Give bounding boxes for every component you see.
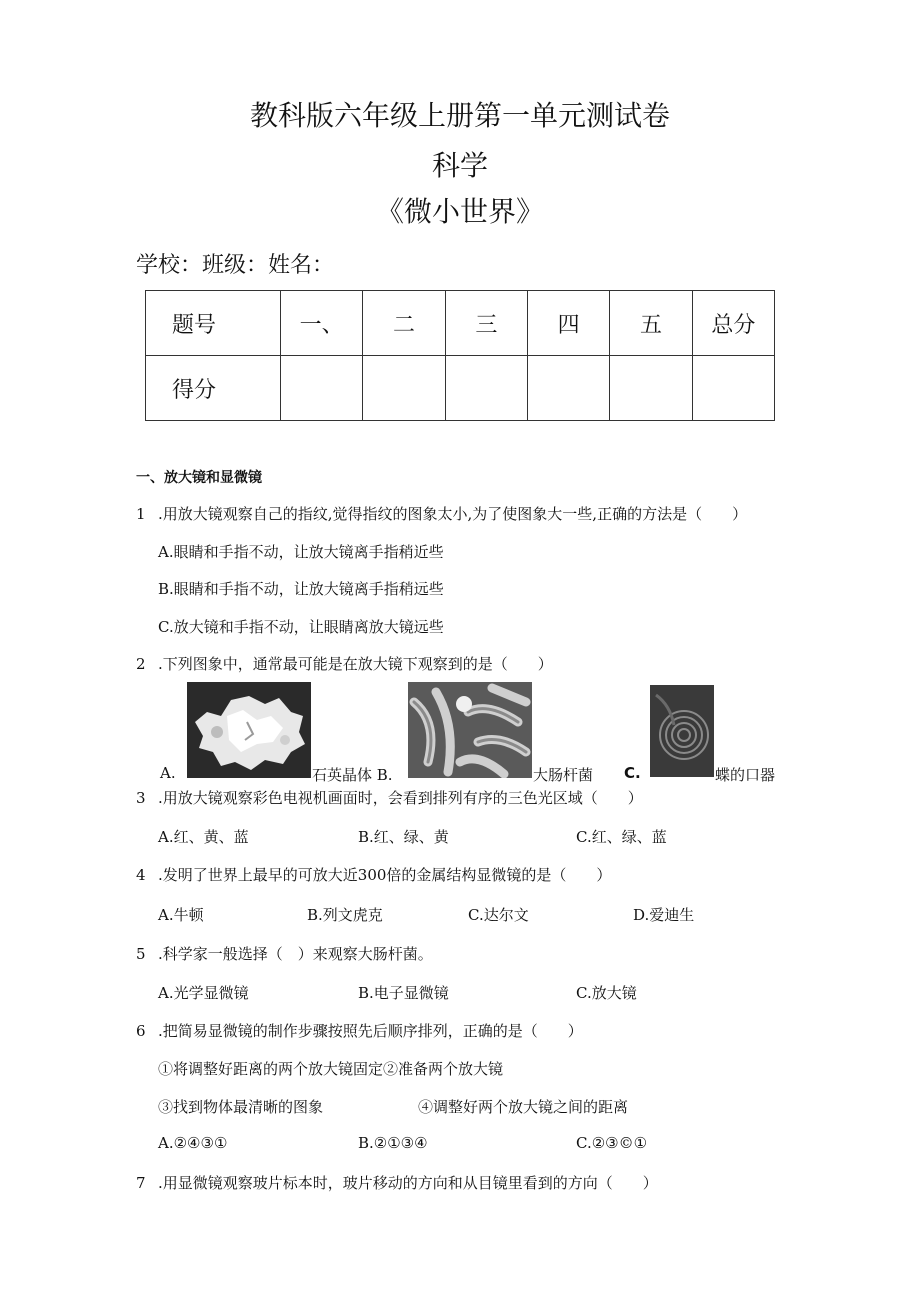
question-2	[136, 653, 553, 674]
question-text: .把简易显微镜的制作步骤按照先后顺序排列，正确的是（ ）	[158, 1022, 583, 1040]
question-text: .发明了世界上最早的可放大近300倍的金属结构显微镜的是（ ）	[158, 866, 612, 884]
q6-step-4: ④调整好两个放大镜之间的距离	[418, 1098, 629, 1116]
question-number: 4	[136, 866, 146, 884]
subject-title: 科学	[431, 149, 488, 182]
q3-option-b: B.红、绿、黄	[358, 828, 449, 846]
question-number: 1	[136, 505, 146, 523]
quartz-crystal-image	[187, 682, 311, 778]
q6-option-c: C.②③©①	[576, 1134, 648, 1152]
score-header-cell: 五	[610, 291, 692, 356]
q4-option-c: C.达尔文	[468, 906, 529, 924]
score-header-cell: 三	[445, 291, 527, 356]
question-number: 3	[136, 789, 146, 807]
score-input-cell[interactable]	[445, 356, 527, 421]
q6-step-3: ③找到物体最清晰的图象	[158, 1098, 324, 1116]
q2-option-c-label: C.	[624, 764, 641, 782]
section-title: 一、放大镜和显微镜	[136, 470, 262, 486]
score-header-cell: 二	[363, 291, 445, 356]
q6-option-a: A.②④③①	[158, 1134, 228, 1152]
score-row-label: 得分	[146, 356, 281, 421]
q2-option-c-caption: 蝶的口器	[715, 766, 776, 784]
paper-title: 教科版六年级上册第一单元测试卷	[249, 99, 670, 132]
question-number: 5	[136, 945, 146, 963]
e-coli-image	[408, 682, 532, 778]
question-number: 7	[136, 1174, 146, 1192]
q5-option-a: A.光学显微镜	[158, 984, 249, 1002]
question-5	[136, 943, 433, 964]
score-input-cell[interactable]	[610, 356, 692, 421]
question-4	[136, 864, 611, 885]
score-input-cell[interactable]	[281, 356, 363, 421]
question-7	[136, 1172, 658, 1193]
question-text: .下列图象中，通常最可能是在放大镜下观察到的是（ ）	[158, 655, 553, 673]
question-number: 6	[136, 1022, 146, 1040]
q3-option-c: C.红、绿、蓝	[576, 828, 667, 846]
q2-option-b-caption: 大肠杆菌	[533, 766, 594, 784]
butterfly-proboscis-image	[650, 685, 714, 777]
q4-option-a: A.牛顿	[158, 906, 204, 924]
q6-step-1-2: ①将调整好距离的两个放大镜固定②准备两个放大镜	[158, 1060, 504, 1078]
q6-option-b: B.②①③④	[358, 1134, 428, 1152]
question-number: 2	[136, 655, 146, 673]
score-header-cell: 四	[527, 291, 609, 356]
score-input-cell[interactable]	[527, 356, 609, 421]
score-table	[145, 290, 775, 421]
score-header-cell: 一、	[281, 291, 363, 356]
q1-option-a: A.眼睛和手指不动，让放大镜离手指稍近些	[158, 543, 444, 561]
q4-option-d: D.爱迪生	[633, 906, 695, 924]
score-table-header-row	[146, 291, 775, 356]
score-input-cell[interactable]	[692, 356, 774, 421]
q4-option-b: B.列文虎克	[307, 906, 383, 924]
question-6	[136, 1020, 583, 1041]
score-header-cell: 题号	[146, 291, 281, 356]
score-header-cell: 总分	[692, 291, 774, 356]
q1-option-b: B.眼睛和手指不动，让放大镜离手指稍远些	[158, 580, 444, 598]
question-1	[136, 503, 747, 524]
student-info-line: 学校：班级：姓名：	[136, 253, 335, 278]
q2-option-a-label: A.	[160, 764, 176, 782]
unit-title: 《微小世界》	[375, 195, 544, 228]
score-input-cell[interactable]	[363, 356, 445, 421]
q5-option-c: C.放大镜	[576, 984, 637, 1002]
question-3	[136, 787, 643, 808]
question-text: .用放大镜观察彩色电视机画面时，会看到排列有序的三色光区域（ ）	[158, 789, 643, 807]
q5-option-b: B.电子显微镜	[358, 984, 449, 1002]
question-text: .科学家一般选择（ ）来观察大肠杆菌。	[158, 945, 433, 963]
question-text: .用放大镜观察自己的指纹,觉得指纹的图象太小,为了使图象大一些,正确的方法是（ ）	[158, 505, 748, 523]
q3-option-a: A.红、黄、蓝	[158, 828, 249, 846]
question-text: .用显微镜观察玻片标本时，玻片移动的方向和从目镜里看到的方向（ ）	[158, 1174, 658, 1192]
q2-option-a-caption: 石英晶体 B.	[312, 766, 393, 784]
score-table-score-row	[146, 356, 775, 421]
q1-option-c: C.放大镜和手指不动，让眼睛离放大镜远些	[158, 618, 444, 636]
